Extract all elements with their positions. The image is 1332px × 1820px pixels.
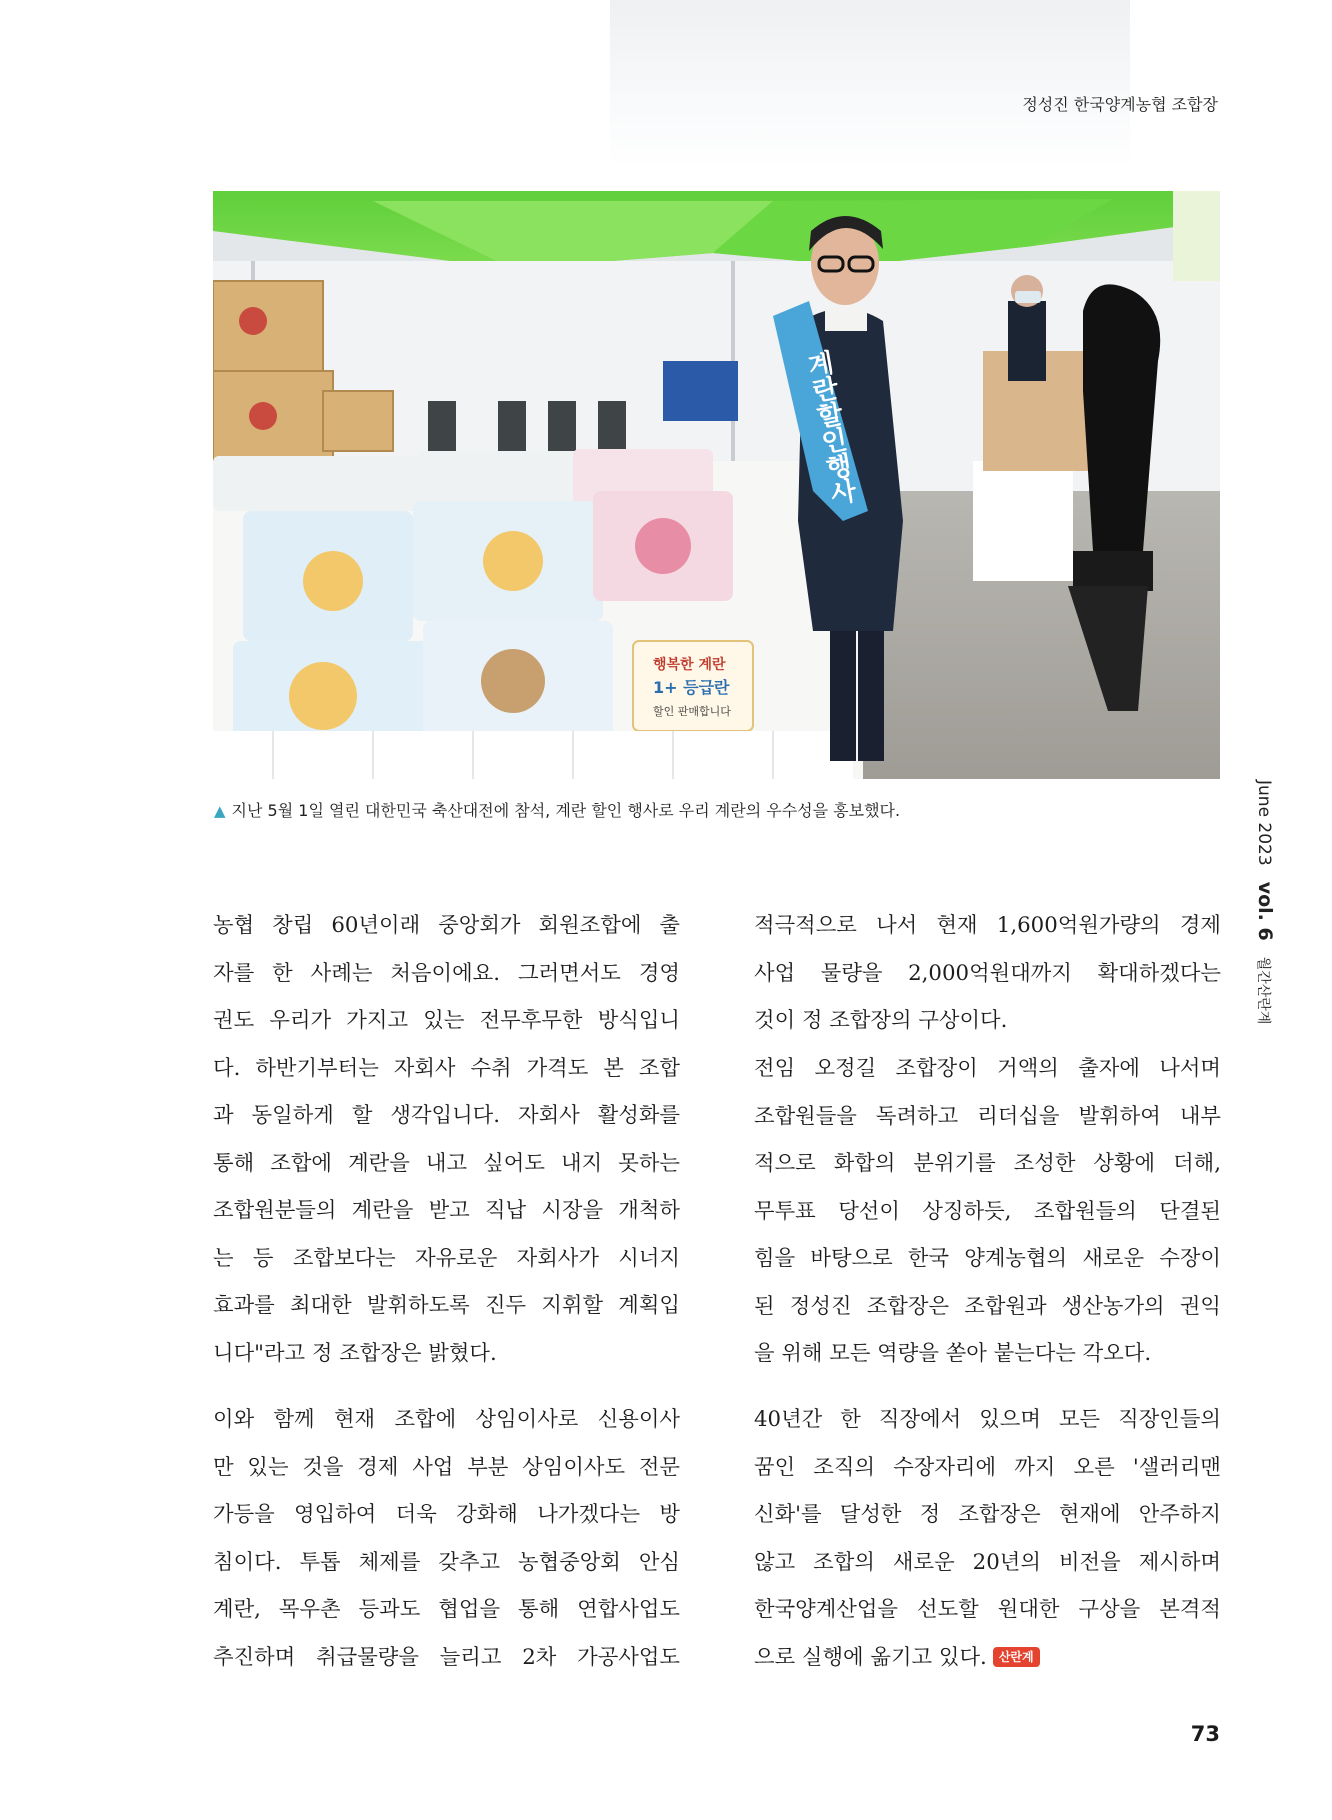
event-photo	[213, 191, 1220, 779]
text-line: 전임 오정길 조합장이 거액의 출자에 나서며	[754, 1056, 1221, 1081]
page-number: 73	[1190, 1722, 1220, 1746]
text-line: 적으로 화합의 분위기를 조성한 상황에 더해,	[754, 1151, 1221, 1176]
text-line: 꿈인 조직의 수장자리에 까지 오른 '샐러리맨	[754, 1454, 1221, 1480]
photo-caption	[214, 798, 900, 821]
text-line: 힘을 바탕으로 한국 양계농협의 새로운 수장이	[754, 1246, 1221, 1271]
col2-para3	[754, 1396, 1221, 1681]
text-line: 신화'를 달성한 정 조합장은 현재에 안주하지	[754, 1502, 1221, 1527]
sign-grade: 1+ 등급란	[653, 678, 730, 697]
side-month-year: June 2023	[1254, 780, 1274, 866]
text-line: 이와 함께 현재 조합에 상임이사로 신용이사	[213, 1407, 680, 1432]
text-line: 무투표 당선이 상징하듯, 조합원들의 단결된	[754, 1198, 1221, 1224]
text-line: 계란, 목우촌 등과도 협업을 통해 연합사업도	[213, 1597, 680, 1622]
text-line: 한국양계산업을 선도할 원대한 구상을 본격적	[754, 1597, 1221, 1622]
text-line: 침이다. 투톱 체제를 갖추고 농협중앙회 안심	[213, 1549, 680, 1575]
header-background	[610, 0, 1130, 170]
text-line: 는 등 조합보다는 자유로운 자회사가 시너지	[213, 1245, 680, 1271]
side-volume: vol. 6	[1254, 881, 1276, 941]
caption-text: 지난 5월 1일 열린 대한민국 축산대전에 참석, 계란 할인 행사로 우리 계란의 우수성을 홍보했다.	[231, 801, 901, 820]
text-line: 된 정성진 조합장은 조합원과 생산농가의 권익	[754, 1293, 1221, 1319]
text-line: 않고 조합의 새로운 20년의 비전을 제시하며	[754, 1549, 1221, 1575]
text-line-last	[754, 1634, 1221, 1682]
text-line: 적극적으로 나서 현재 1,600억원가량의 경제	[754, 913, 1221, 938]
text-line: 자를 한 사례는 처음이에요. 그러면서도 경영	[213, 960, 680, 986]
text-line: 과 동일하게 할 생각입니다. 자회사 활성화를	[213, 1103, 680, 1128]
text-line: 권도 우리가 가지고 있는 전무후무한 방식입니	[213, 1008, 680, 1033]
sign-brand: 행복한 계란	[653, 657, 726, 673]
text-line: 을 위해 모든 역량을 쏟아 붙는다는 각오다.	[754, 1341, 1152, 1366]
text-line: 40년간 한 직장에서 있으며 모든 직장인들의	[754, 1407, 1221, 1432]
col2-para2	[754, 1045, 1221, 1378]
text-line: 만 있는 것을 경제 사업 부분 상임이사도 전문	[213, 1454, 680, 1480]
col2-para1	[754, 902, 1221, 1045]
text-line: 통해 조합에 계란을 내고 싶어도 내지 못하는	[213, 1150, 680, 1176]
page-header: 정성진 한국양계농협 조합장	[1022, 95, 1218, 114]
sign-notice: 할인 판매합니다	[653, 705, 731, 718]
col1-para2	[213, 1396, 680, 1681]
text-line: 효과를 최대한 발휘하도록 진두 지휘할 계획입	[213, 1293, 680, 1318]
text-line: 조합원들을 독려하고 리더십을 발휘하여 내부	[754, 1103, 1221, 1129]
text-line: 가등을 영입하여 더욱 강화해 나가겠다는 방	[213, 1502, 680, 1527]
side-folio	[1254, 780, 1276, 1024]
text-line: 농협 창립 60년이래 중앙회가 회원조합에 출	[213, 913, 680, 938]
text-line: 조합원분들의 계란을 받고 직납 시장을 개척하	[213, 1198, 680, 1223]
text-line: 사업 물량을 2,000억원대까지 확대하겠다는	[754, 960, 1221, 986]
sash-text: 계란할인행사	[801, 348, 858, 508]
col1-para1	[213, 902, 680, 1377]
side-magazine: 월간산란계	[1255, 956, 1271, 1025]
end-mark-logo: 산란계	[993, 1647, 1040, 1667]
text-line: 니다"라고 정 조합장은 밝혔다.	[213, 1340, 497, 1366]
caption-triangle-icon: ▲	[214, 802, 226, 820]
last-line-text: 으로 실행에 옮기고 있다.	[754, 1644, 987, 1670]
text-line: 것이 정 조합장의 구상이다.	[754, 1008, 1008, 1033]
text-line: 추진하며 취급물량을 늘리고 2차 가공사업도	[213, 1644, 680, 1670]
text-line: 다. 하반기부터는 자회사 수취 가격도 본 조합	[213, 1055, 680, 1081]
